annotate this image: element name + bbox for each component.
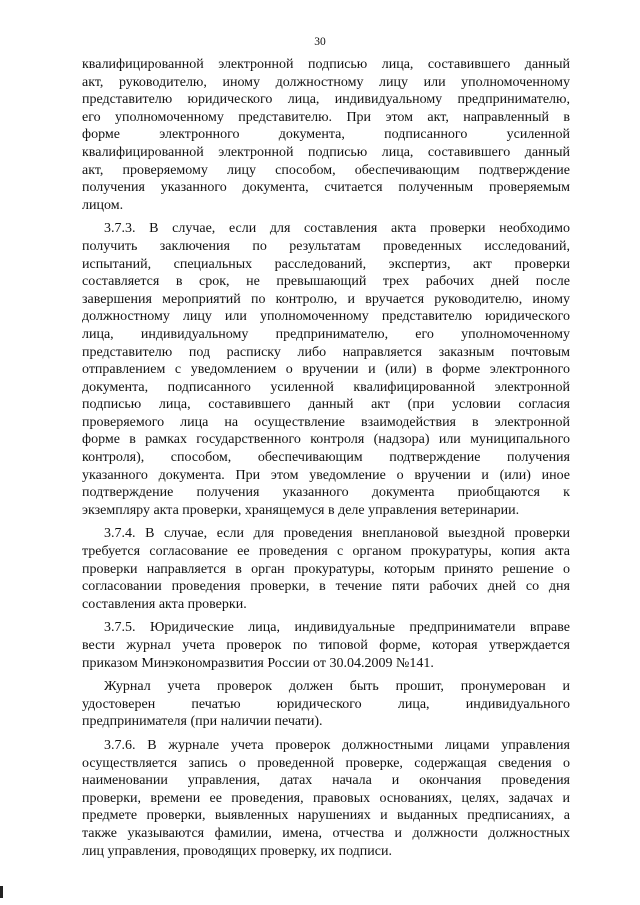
paragraph-3-7-3 [82, 220, 570, 519]
text-line: проверки направляется в орган прокуратуры, которым принято решение о [82, 561, 570, 577]
text-line: 3.7.6. В журнале учета проверок должностными лицами управления [104, 737, 570, 753]
text-line: предмете проверки, выявленных нарушениях и выданных предписаниях, а [82, 808, 570, 824]
text-line: квалифицированной электронной подписью лица, составившего данный [82, 144, 570, 160]
text-line: вести журнал учета проверок по типовой форме, которая утверждается [82, 638, 570, 653]
text-line: указанного документа. При этом уведомление о вручении и (или) иное [82, 467, 570, 483]
text-line: отправлением с уведомлением о вручении и (или) в форме электронного [82, 362, 570, 378]
text-line: 3.7.4. В случае, если для проведения внеплановой выездной проверки [104, 526, 570, 542]
text-line: получить заключения по результатам проведенных исследований, [82, 238, 570, 254]
text-line: наименовании управления, датах начала и окончания проведения [82, 773, 570, 789]
text-line: форме электронного документа, подписанного усиленной [82, 127, 570, 143]
text-line: лиц управления, проводящих проверку, их подписи. [82, 843, 392, 859]
text-line: подписью лица, составившего данный акт (при условии согласия [82, 397, 570, 413]
text-line: предпринимателя (при наличии печати). [82, 714, 323, 730]
text-line: его уполномоченному представителю. При этом акт, направленный в [82, 109, 570, 125]
text-line: также указываются фамилии, имена, отчества и должности должностных [82, 825, 570, 841]
text-line: удостоверен печатью юридического лица, индивидуального [82, 696, 570, 712]
paragraph-3-7-6 [82, 737, 570, 860]
text-line: составления акта проверки. [82, 596, 247, 612]
text-line: лицом. [82, 197, 124, 213]
text-line: контроля), способом, обеспечивающим подтверждение получения [82, 450, 570, 466]
paragraph-continuation [82, 56, 570, 214]
text-line: осуществляется запись о проведенной проверке, содержащая сведения о [82, 755, 570, 771]
text-line: форме в рамках государственного контроля (надзора) или муниципального [82, 432, 570, 448]
page-number: 30 [314, 36, 326, 48]
text-line: акт, проверяемому лицу способом, обеспечивающим подтверждение [82, 162, 570, 178]
scan-edge-mark [0, 886, 3, 898]
text-line: 3.7.3. В случае, если для составления акта проверки необходимо [104, 221, 570, 237]
paragraph-journal [82, 678, 570, 731]
paragraph-3-7-5 [82, 619, 570, 672]
text-line: согласовании проведения проверки, в течение пяти рабочих дней со дня [82, 579, 570, 595]
text-line: 3.7.5. Юридические лица, индивидуальные предприниматели вправе [104, 620, 570, 636]
text-line: квалифицированной электронной подписью лица, составившего данный [82, 57, 570, 72]
text-line: требуется согласование ее проведения с органом прокуратуры, копия акта [82, 544, 570, 560]
text-line: испытаний, специальных расследований, экспертиз, акт проверки [82, 256, 570, 272]
document-body [82, 56, 570, 860]
text-line: должностному лицу или уполномоченному представителю юридического [82, 309, 570, 325]
text-line: получения указанного документа, считается полученным проверяемым [82, 180, 570, 196]
text-line: представителю под расписку либо направляется заказным почтовым [82, 344, 570, 360]
text-line: Журнал учета проверок должен быть прошит, пронумерован и [104, 679, 570, 695]
text-line: подтверждение получения указанного документа приобщаются к [82, 485, 570, 501]
text-line: составляется в срок, не превышающий трех рабочих дней после [82, 274, 570, 290]
text-line: завершения мероприятий по контролю, и вручается руководителю, иному [82, 291, 570, 307]
text-line: представителю юридического лица, индивидуальному предпринимателю, [82, 92, 570, 108]
text-line: экземпляру акта проверки, хранящемуся в деле управления ветеринарии. [82, 502, 520, 518]
text-line: проверки, времени ее проведения, правовых основаниях, целях, задачах и [82, 790, 570, 806]
text-line: акт, руководителю, иному должностному лицу или уполномоченному [82, 74, 570, 90]
paragraph-3-7-4 [82, 525, 570, 613]
text-line: приказом Минэкономразвития России от 30.04.2009 №141. [82, 655, 434, 671]
text-line: документа, подписанного усиленной квалифицированной электронной [82, 379, 570, 395]
text-line: проверяемого лица на осуществление взаимодействия в электронной [82, 414, 570, 430]
text-line: лица, индивидуальному предпринимателю, его уполномоченному [82, 326, 570, 342]
